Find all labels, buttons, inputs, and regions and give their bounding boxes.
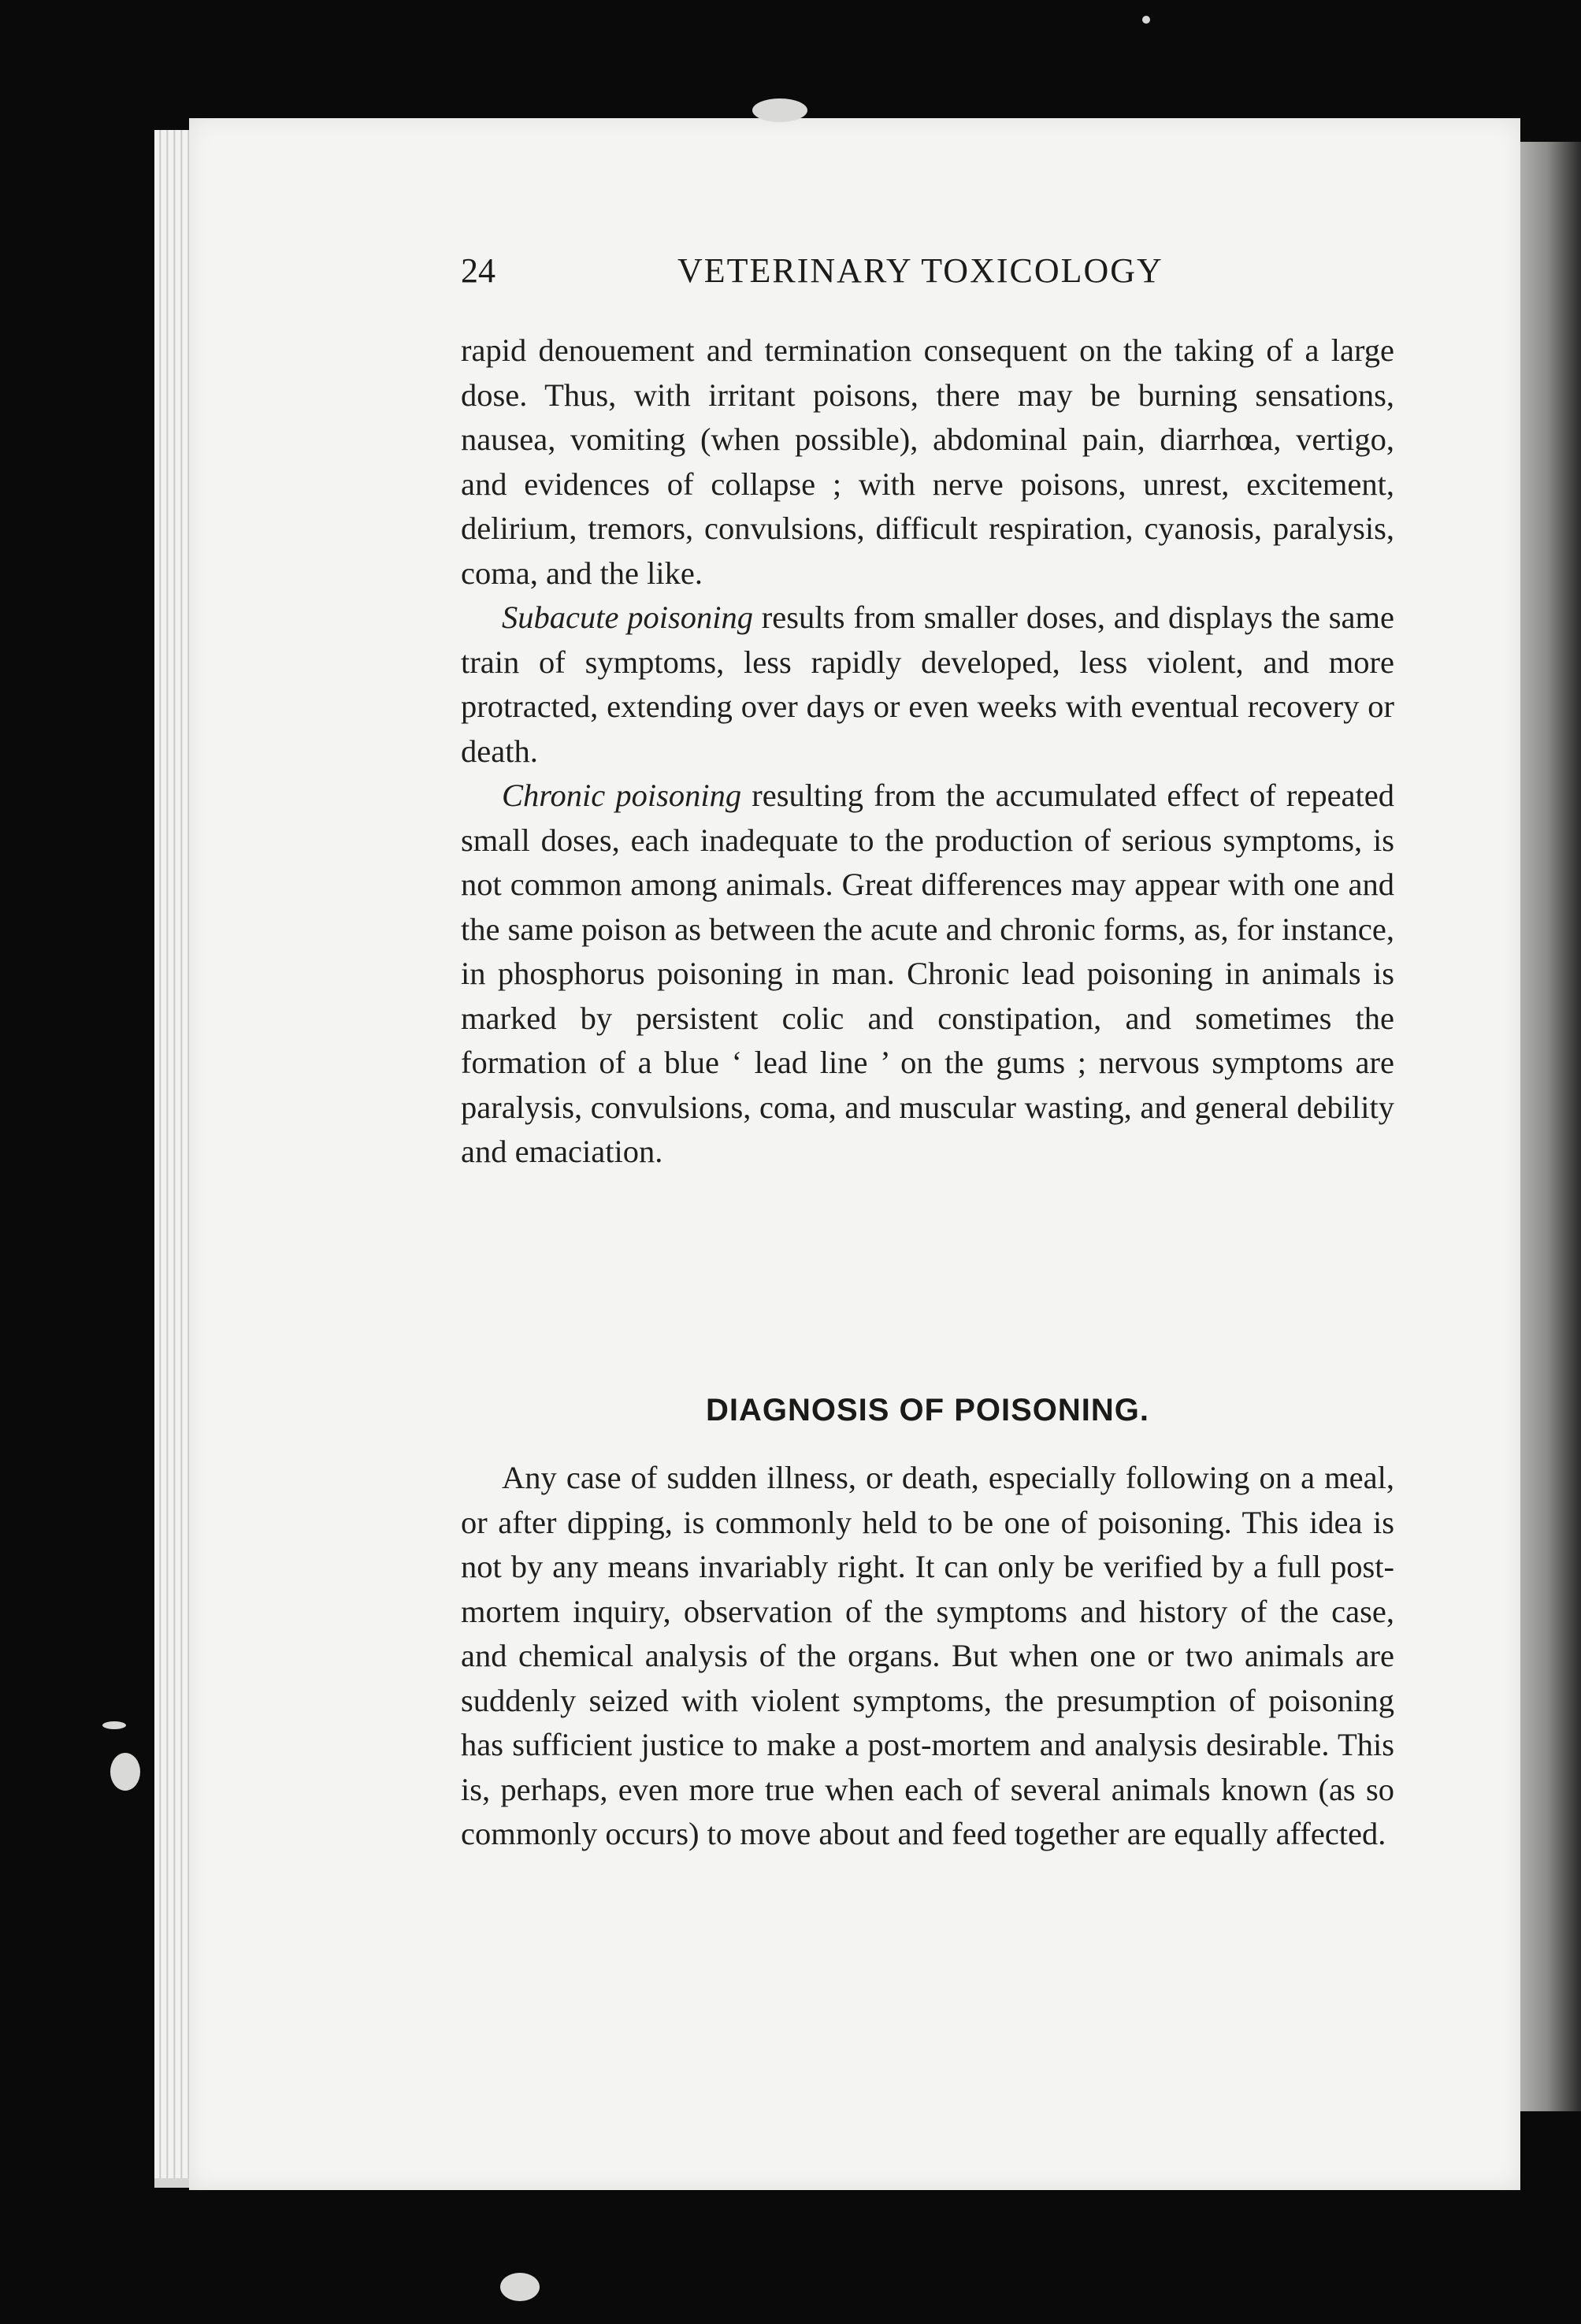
paragraph-subacute	[461, 596, 1394, 774]
page-number: 24	[461, 251, 495, 290]
dust-speck	[102, 1721, 126, 1729]
italic-term: Subacute poisoning	[502, 600, 754, 635]
running-title: VETERINARY TOXICOLOGY	[677, 251, 1163, 290]
section-heading: DIAGNOSIS OF POISONING.	[705, 1393, 1150, 1427]
paragraph-text: resulting from the accumulated effect of repeated small doses, each inadequate to the production of serious symptoms, is not common among animals. Great differences may appear with one and the same poison as between the acute and chronic forms, as, for instance, in phosphorus poisoning in man. Chronic lead poisoning in animals is marked by persistent colic and constipation, and sometimes the formation of a blue ‘ lead line ’ on the gums ; nervous symptoms are paralysis, convulsions, coma, and muscular wasting, and general debility and emaciation.	[461, 778, 1394, 1169]
section-text	[461, 1456, 1394, 1857]
page-header	[461, 251, 1249, 306]
dust-speck	[1142, 16, 1150, 24]
paragraph: Any case of sudden illness, or death, especially following on a meal, or after dipping, is commonly held to be one of poisoning. This idea is not by any means invariably right. It can only be verified by a full post-mortem inquiry, observation of the symptoms and history of the case, and chemical analysis of the organs. But when one or two animals are suddenly seized with violent symptoms, the presumption of poisoning has sufficient justice to make a post-mortem and analysis desirable. This is, perhaps, even more true when each of several animals known (as so commonly occurs) to move about and feed together are equally affected.	[461, 1460, 1394, 1851]
paragraph-chronic	[461, 774, 1394, 1175]
dust-speck	[110, 1753, 140, 1791]
italic-term: Chronic poisoning	[502, 778, 742, 813]
paragraph: rapid denouement and termination consequent on the taking of a large dose. Thus, with irritant poisons, there may be burning sensations, nausea, vomiting (when possible), abdominal pain, diarrhœa, vertigo, and evidences of collapse ; with nerve poisons, unrest, excitement, delirium, tremors, convulsions, difficult respiration, cyanosis, paralysis, coma, and the like.	[461, 332, 1394, 591]
body-text	[461, 329, 1394, 1175]
dust-speck	[500, 2273, 540, 2301]
paragraph-text: results from smaller doses, and displays the same train of symptoms, less rapidly developed, less violent, and more protracted, extending over days or even weeks with eventual recovery or death.	[461, 600, 1394, 769]
dust-speck	[752, 98, 807, 122]
